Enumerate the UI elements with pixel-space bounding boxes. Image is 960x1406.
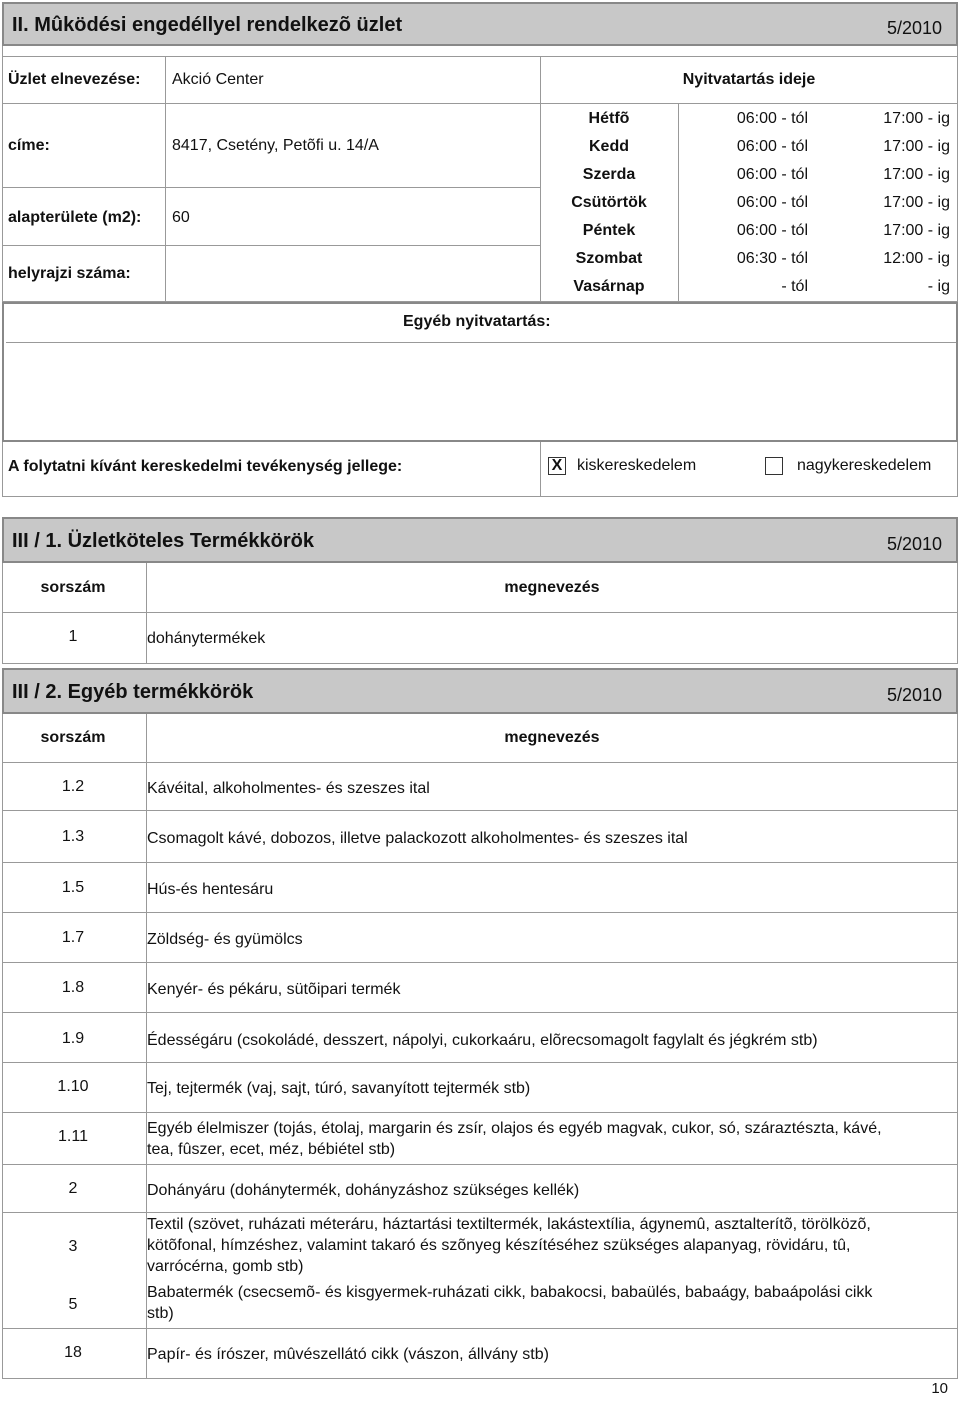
to-time: 17:00 - ig (883, 110, 950, 127)
divider (2, 762, 958, 763)
divider (2, 663, 958, 664)
divider (957, 442, 958, 496)
divider (2, 1164, 958, 1165)
row-name: Zöldség- és gyümölcs (147, 931, 303, 948)
to-time: 12:00 - ig (883, 250, 950, 267)
divider (957, 563, 958, 663)
divider (2, 912, 958, 913)
retail-label: kiskereskedelem (577, 457, 697, 474)
row-name: Kenyér- és pékáru, sütõipari termék (147, 981, 401, 998)
divider (2, 103, 958, 104)
row-name: Kávéital, alkoholmentes- és szeszes ital (147, 780, 430, 797)
page-number: 10 (931, 1380, 948, 1397)
divider (2, 46, 3, 302)
row-number: 1.9 (61, 1030, 85, 1047)
divider (2, 1212, 958, 1213)
day-label: Csütörtök (571, 194, 647, 211)
divider (2, 442, 3, 496)
day-label: Péntek (582, 222, 636, 239)
divider (2, 612, 958, 613)
row-name: Babatermék (csecsemõ- és kisgyermek-ruházati cikk, babakocsi, babaülés, babaágy, babaápolási cikk stb) (147, 1284, 873, 1322)
divider (2, 563, 3, 663)
divider (2, 496, 958, 497)
divider (2, 1112, 958, 1113)
divider (2, 187, 540, 188)
wholesale-checkbox[interactable] (765, 457, 783, 475)
address-label: címe: (8, 137, 50, 154)
row-number: 1.11 (58, 1128, 88, 1145)
row-name: Egyéb élelmiszer (tojás, étolaj, margarin és zsír, olajos és egyéb magvak, cukor, só, száraztészta, kávé, tea, fûszer, ecet, méz, bébiétel stb) (147, 1120, 882, 1158)
divider (2, 962, 958, 963)
divider (678, 104, 679, 302)
divider (165, 56, 166, 302)
section-header (2, 668, 958, 714)
divider (2, 1012, 958, 1013)
divider (2, 56, 958, 57)
section-title: II. Mûködési engedéllyel rendelkezõ üzlet (12, 14, 403, 36)
area-value: 60 (172, 209, 190, 226)
section-header (2, 517, 958, 563)
row-name: Csomagolt kávé, dobozos, illetve palackozott alkoholmentes- és szeszes ital (147, 830, 688, 847)
day-label: Hétfõ (588, 110, 630, 127)
wholesale-label: nagykereskedelem (797, 457, 932, 474)
row-name: Tej, tejtermék (vaj, sajt, túró, savanyított tejtermék stb) (147, 1080, 531, 1097)
divider (957, 714, 958, 1378)
lot-label: helyrajzi száma: (8, 265, 131, 282)
row-name: Papír- és írószer, mûvészellátó cikk (vászon, állvány stb) (147, 1346, 549, 1363)
row-name: dohánytermékek (147, 630, 266, 647)
column-header-number: sorszám (40, 579, 106, 596)
section-year: 5/2010 (886, 685, 942, 705)
row-number: 2 (68, 1180, 78, 1197)
row-number: 1.8 (61, 979, 85, 996)
row-number: 1.10 (57, 1078, 89, 1095)
from-time: - tól (781, 278, 808, 295)
section-year: 5/2010 (886, 534, 942, 554)
from-time: 06:30 - tól (736, 250, 808, 267)
address-value: 8417, Csetény, Petõfi u. 14/A (172, 137, 379, 154)
row-number: 1.7 (61, 929, 85, 946)
row-name: Édességáru (csokoládé, desszert, nápolyi, cukorkaáru, elõrecsomagolt fagylalt és jégkrém stb) (147, 1032, 818, 1049)
opening-header: Nyitvatartás ideje (682, 71, 816, 88)
retail-checkbox[interactable]: X (548, 457, 566, 475)
shop-name-label: Üzlet elnevezése: (8, 71, 141, 88)
divider (957, 46, 958, 302)
divider (2, 1378, 958, 1379)
from-time: 06:00 - tól (736, 166, 808, 183)
section-header (2, 2, 958, 46)
row-number: 1.2 (61, 778, 85, 795)
from-time: 06:00 - tól (736, 138, 808, 155)
divider (540, 442, 541, 496)
section-year: 5/2010 (886, 18, 942, 38)
from-time: 06:00 - tól (736, 222, 808, 239)
row-number: 5 (68, 1296, 78, 1313)
to-time: 17:00 - ig (883, 138, 950, 155)
to-time: 17:00 - ig (883, 166, 950, 183)
row-number: 1.5 (61, 879, 85, 896)
area-label: alapterülete (m2): (8, 209, 142, 226)
row-name: Textil (szövet, ruházati méteráru, háztartási textiltermék, lakástextília, ágynemû, asztalterítõ, törölközõ, kötõfonal, hímzéshez, valamint takaró és szõnyeg készítéséhez szükséges alapanyag, rövidáru, tû, varrócérna, gomb stb) (147, 1216, 871, 1275)
to-time: - ig (927, 278, 950, 295)
from-time: 06:00 - tól (736, 194, 808, 211)
day-label: Vasárnap (573, 278, 645, 295)
other-hours-label: Egyéb nyitvatartás: (403, 313, 551, 330)
row-number: 18 (64, 1344, 82, 1361)
day-label: Szerda (582, 166, 636, 183)
divider (2, 1062, 958, 1063)
to-time: 17:00 - ig (883, 194, 950, 211)
column-header-number: sorszám (40, 729, 106, 746)
day-label: Kedd (589, 138, 629, 155)
row-number: 3 (68, 1238, 78, 1255)
from-time: 06:00 - tól (736, 110, 808, 127)
divider (2, 1328, 958, 1329)
row-number: 1 (68, 628, 78, 645)
column-header-name: megnevezés (504, 579, 600, 596)
day-label: Szombat (575, 250, 643, 267)
divider (2, 245, 540, 246)
section-title: III / 1. Üzletköteles Termékkörök (12, 530, 314, 552)
section-title: III / 2. Egyéb termékkörök (12, 681, 254, 703)
row-name: Dohányáru (dohánytermék, dohányzáshoz szükséges kellék) (147, 1182, 580, 1199)
divider (2, 862, 958, 863)
shop-name-value: Akció Center (172, 71, 264, 88)
row-number: 1.3 (61, 828, 85, 845)
activity-label: A folytatni kívánt kereskedelmi tevékenység jellege: (8, 458, 403, 475)
divider (2, 810, 958, 811)
to-time: 17:00 - ig (883, 222, 950, 239)
divider (6, 342, 956, 343)
row-name: Hús-és hentesáru (147, 881, 274, 898)
column-header-name: megnevezés (504, 729, 600, 746)
